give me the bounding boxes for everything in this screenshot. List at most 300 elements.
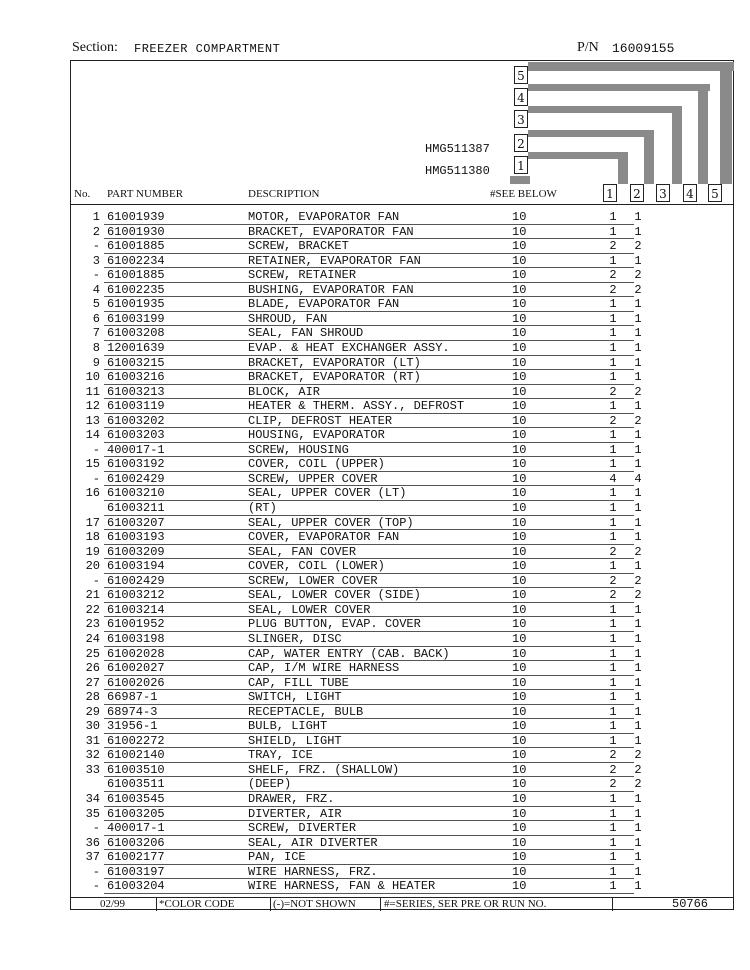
model-key-box: 5 <box>514 66 528 84</box>
series: 10 <box>512 617 527 632</box>
table-row <box>70 865 734 880</box>
table-row <box>70 399 734 414</box>
item-number: 8 <box>92 340 100 355</box>
series: 10 <box>512 326 527 341</box>
table-row <box>70 574 734 589</box>
qty-model-1: 2 <box>609 573 617 588</box>
table-row <box>70 414 734 429</box>
qty-model-1: 1 <box>609 311 617 326</box>
qty-model-1: 1 <box>609 864 617 879</box>
qty-model-2: 2 <box>634 268 642 283</box>
item-number: 23 <box>85 617 100 632</box>
table-row <box>70 385 734 400</box>
item-number: 11 <box>85 384 100 399</box>
description: SCREW, RETAINER <box>248 268 357 283</box>
series: 10 <box>512 471 527 486</box>
qty-model-2: 1 <box>634 617 642 632</box>
part-number: 66987-1 <box>107 690 158 705</box>
description: SLINGER, DISC <box>248 631 342 646</box>
description: COVER, COIL (UPPER) <box>248 457 385 472</box>
part-number: 61001885 <box>107 239 165 254</box>
item-number: 10 <box>85 370 100 385</box>
description: WIRE HARNESS, FRZ. <box>248 864 378 879</box>
series: 10 <box>512 850 527 865</box>
qty-model-2: 4 <box>634 471 642 486</box>
qty-model-1: 1 <box>609 210 617 224</box>
qty-model-2: 2 <box>634 588 642 603</box>
qty-model-1: 1 <box>609 530 617 545</box>
item-number: - <box>92 239 100 254</box>
table-row <box>70 661 734 676</box>
qty-model-1: 2 <box>609 762 617 777</box>
description: CAP, I/M WIRE HARNESS <box>248 661 400 676</box>
model-key-box: 3 <box>514 110 528 128</box>
qty-model-1: 1 <box>609 806 617 821</box>
description: BRACKET, EVAPORATOR FAN <box>248 224 414 239</box>
table-row <box>70 516 734 531</box>
qty-model-2: 1 <box>634 850 642 865</box>
series: 10 <box>512 602 527 617</box>
item-number: 24 <box>85 631 100 646</box>
series: 10 <box>512 340 527 355</box>
qty-model-1: 1 <box>609 340 617 355</box>
table-row <box>70 792 734 807</box>
series: 10 <box>512 806 527 821</box>
qty-model-2: 1 <box>634 311 642 326</box>
qty-model-2: 1 <box>634 719 642 734</box>
qty-model-2: 1 <box>634 821 642 836</box>
qty-column-header: 2 <box>630 184 644 202</box>
item-number: 22 <box>85 602 100 617</box>
description: HOUSING, EVAPORATOR <box>248 428 385 443</box>
part-number: 61002429 <box>107 573 165 588</box>
qty-model-2: 1 <box>634 399 642 414</box>
series: 10 <box>512 588 527 603</box>
qty-model-1: 1 <box>609 370 617 385</box>
description: SEAL, LOWER COVER (SIDE) <box>248 588 421 603</box>
qty-model-2: 1 <box>634 631 642 646</box>
table-row <box>70 530 734 545</box>
qty-column-header: 4 <box>683 184 697 202</box>
qty-model-1: 1 <box>609 821 617 836</box>
series: 10 <box>512 282 527 297</box>
qty-model-1: 2 <box>609 777 617 792</box>
qty-model-2: 2 <box>634 573 642 588</box>
description: PAN, ICE <box>248 850 306 865</box>
qty-model-1: 1 <box>609 326 617 341</box>
qty-model-2: 1 <box>634 646 642 661</box>
qty-model-2: 1 <box>634 806 642 821</box>
qty-model-1: 1 <box>609 486 617 501</box>
qty-model-1: 1 <box>609 617 617 632</box>
item-number: 20 <box>85 559 100 574</box>
series: 10 <box>512 748 527 763</box>
part-number: 61002429 <box>107 471 165 486</box>
part-number: 61001952 <box>107 617 165 632</box>
item-number: 32 <box>85 748 100 763</box>
series: 10 <box>512 690 527 705</box>
qty-model-2: 1 <box>634 486 642 501</box>
qty-model-1: 1 <box>609 646 617 661</box>
part-number: 61003202 <box>107 413 165 428</box>
description: SHELF, FRZ. (SHALLOW) <box>248 762 400 777</box>
part-number: 61002028 <box>107 646 165 661</box>
description: CAP, FILL TUBE <box>248 675 349 690</box>
description: SEAL, LOWER COVER <box>248 602 371 617</box>
item-number: 15 <box>85 457 100 472</box>
table-row <box>70 239 734 254</box>
part-number: 12001639 <box>107 340 165 355</box>
qty-column-header: 3 <box>656 184 670 202</box>
qty-column-header: 1 <box>603 184 617 202</box>
qty-model-2: 1 <box>634 879 642 894</box>
series: 10 <box>512 835 527 850</box>
series: 10 <box>512 457 527 472</box>
table-row <box>70 356 734 371</box>
part-number: 400017-1 <box>107 821 165 836</box>
qty-model-2: 2 <box>634 413 642 428</box>
qty-model-1: 1 <box>609 297 617 312</box>
table-row <box>70 763 734 778</box>
part-number: 61003210 <box>107 486 165 501</box>
table-row <box>70 777 734 792</box>
qty-model-1: 1 <box>609 355 617 370</box>
part-number: 61003194 <box>107 559 165 574</box>
table-row <box>70 647 734 662</box>
part-number: 61002027 <box>107 661 165 676</box>
series: 10 <box>512 762 527 777</box>
table-row <box>70 326 734 341</box>
table-row <box>70 850 734 865</box>
part-number: 61003545 <box>107 792 165 806</box>
part-number: 61002234 <box>107 253 165 268</box>
section-label: Section: <box>72 40 118 55</box>
footer-page-number: 50766 <box>672 897 709 911</box>
series: 10 <box>512 719 527 734</box>
qty-model-2: 1 <box>634 428 642 443</box>
qty-model-2: 1 <box>634 690 642 705</box>
description: SHROUD, FAN <box>248 311 328 326</box>
part-number: 61002235 <box>107 282 165 297</box>
description: SCREW, UPPER COVER <box>248 471 378 486</box>
description: (RT) <box>248 501 277 515</box>
item-number: 19 <box>85 544 100 559</box>
table-row <box>70 210 734 225</box>
description: BLADE, EVAPORATOR FAN <box>248 297 400 312</box>
qty-column-header: 5 <box>708 184 722 202</box>
part-number: 61003198 <box>107 631 165 646</box>
item-number: 16 <box>85 486 100 501</box>
item-number: 2 <box>92 224 100 239</box>
item-number: 1 <box>92 210 100 224</box>
model-name: HMG511387 <box>425 142 490 156</box>
series: 10 <box>512 777 527 792</box>
series: 10 <box>512 544 527 559</box>
part-number: 61001939 <box>107 210 165 224</box>
description: BLOCK, AIR <box>248 384 321 399</box>
description: BRACKET, EVAPORATOR (LT) <box>248 355 421 370</box>
item-number: 34 <box>85 792 100 806</box>
series: 10 <box>512 355 527 370</box>
item-number: 36 <box>85 835 100 850</box>
model-key-box: 1 <box>514 156 528 174</box>
footer-color-code: *COLOR CODE <box>159 898 235 910</box>
qty-model-1: 1 <box>609 602 617 617</box>
item-number: 6 <box>92 311 100 326</box>
item-number: 13 <box>85 413 100 428</box>
qty-model-2: 1 <box>634 501 642 515</box>
description: CLIP, DEFROST HEATER <box>248 413 393 428</box>
qty-model-2: 1 <box>634 864 642 879</box>
description: BULB, LIGHT <box>248 719 328 734</box>
item-number: 26 <box>85 661 100 676</box>
qty-model-2: 1 <box>634 704 642 719</box>
item-number: - <box>92 471 100 486</box>
footer-date: 02/99 <box>100 898 126 910</box>
qty-model-2: 1 <box>634 530 642 545</box>
item-number: 25 <box>85 646 100 661</box>
item-number: 9 <box>92 355 100 370</box>
description: HEATER & THERM. ASSY., DEFROST <box>248 399 465 414</box>
model-name: HMG511380 <box>425 164 490 178</box>
table-row <box>70 821 734 836</box>
part-number: 61003119 <box>107 399 165 414</box>
table-row <box>70 486 734 501</box>
col-header-series: #SEE BELOW <box>490 188 557 200</box>
qty-model-2: 2 <box>634 239 642 254</box>
part-number: 68974-3 <box>107 704 158 719</box>
description: SCREW, BRACKET <box>248 239 349 254</box>
part-number: 61002272 <box>107 733 165 748</box>
item-number: 17 <box>85 515 100 530</box>
description: EVAP. & HEAT EXCHANGER ASSY. <box>248 340 450 355</box>
qty-model-2: 1 <box>634 370 642 385</box>
series: 10 <box>512 631 527 646</box>
description: RECEPTACLE, BULB <box>248 704 364 719</box>
header-divider <box>70 204 734 205</box>
description: SEAL, UPPER COVER (TOP) <box>248 515 414 530</box>
part-number: 61002026 <box>107 675 165 690</box>
item-number: 33 <box>85 762 100 777</box>
description: TRAY, ICE <box>248 748 313 763</box>
table-row <box>70 879 734 894</box>
table-row <box>70 603 734 618</box>
section-value: FREEZER COMPARTMENT <box>134 42 281 56</box>
table-row <box>70 268 734 283</box>
qty-model-1: 1 <box>609 559 617 574</box>
part-number: 61003216 <box>107 370 165 385</box>
table-row <box>70 254 734 269</box>
part-number: 61003207 <box>107 515 165 530</box>
description: SCREW, LOWER COVER <box>248 573 378 588</box>
part-number: 61003192 <box>107 457 165 472</box>
description: BRACKET, EVAPORATOR (RT) <box>248 370 421 385</box>
series: 10 <box>512 530 527 545</box>
description: SWITCH, LIGHT <box>248 690 342 705</box>
item-number: 3 <box>92 253 100 268</box>
qty-model-1: 1 <box>609 428 617 443</box>
description: WIRE HARNESS, FAN & HEATER <box>248 879 436 894</box>
description: SCREW, DIVERTER <box>248 821 357 836</box>
item-number: - <box>92 573 100 588</box>
qty-model-2: 2 <box>634 748 642 763</box>
qty-model-1: 2 <box>609 748 617 763</box>
qty-model-1: 2 <box>609 384 617 399</box>
series: 10 <box>512 821 527 836</box>
qty-model-1: 1 <box>609 661 617 676</box>
table-row <box>70 617 734 632</box>
qty-model-1: 2 <box>609 544 617 559</box>
col-header-description: DESCRIPTION <box>248 188 320 200</box>
qty-model-2: 1 <box>634 355 642 370</box>
item-number: 37 <box>85 850 100 865</box>
qty-model-1: 1 <box>609 442 617 457</box>
description: SEAL, FAN SHROUD <box>248 326 364 341</box>
part-number: 61003215 <box>107 355 165 370</box>
qty-model-1: 4 <box>609 471 617 486</box>
series: 10 <box>512 413 527 428</box>
table-row <box>70 370 734 385</box>
description: DRAWER, FRZ. <box>248 792 335 806</box>
series: 10 <box>512 559 527 574</box>
item-number: 28 <box>85 690 100 705</box>
series: 10 <box>512 428 527 443</box>
item-number: 18 <box>85 530 100 545</box>
series: 10 <box>512 311 527 326</box>
series: 10 <box>512 297 527 312</box>
item-number: - <box>92 442 100 457</box>
col-header-no: No. <box>74 188 91 200</box>
series: 10 <box>512 646 527 661</box>
series: 10 <box>512 268 527 283</box>
part-number: 61003209 <box>107 544 165 559</box>
table-row <box>70 719 734 734</box>
series: 10 <box>512 370 527 385</box>
qty-model-1: 1 <box>609 835 617 850</box>
qty-model-1: 1 <box>609 792 617 806</box>
pn-value: 16009155 <box>612 41 675 56</box>
qty-model-2: 2 <box>634 282 642 297</box>
item-number: 31 <box>85 733 100 748</box>
qty-model-2: 2 <box>634 777 642 792</box>
qty-model-1: 1 <box>609 399 617 414</box>
item-number: 14 <box>85 428 100 443</box>
qty-model-2: 2 <box>634 384 642 399</box>
qty-model-2: 1 <box>634 733 642 748</box>
description: SEAL, FAN COVER <box>248 544 357 559</box>
qty-model-2: 1 <box>634 515 642 530</box>
qty-model-1: 1 <box>609 850 617 865</box>
table-row <box>70 501 734 516</box>
qty-model-2: 1 <box>634 224 642 239</box>
part-number: 61003193 <box>107 530 165 545</box>
qty-model-1: 1 <box>609 501 617 515</box>
series: 10 <box>512 486 527 501</box>
item-number: 5 <box>92 297 100 312</box>
item-number: - <box>92 864 100 879</box>
table-row <box>70 472 734 487</box>
part-number: 61003204 <box>107 879 165 894</box>
qty-model-1: 2 <box>609 588 617 603</box>
qty-model-1: 2 <box>609 282 617 297</box>
qty-model-1: 1 <box>609 457 617 472</box>
table-row <box>70 588 734 603</box>
series: 10 <box>512 384 527 399</box>
item-number: 4 <box>92 282 100 297</box>
table-row <box>70 632 734 647</box>
qty-model-1: 1 <box>609 675 617 690</box>
table-row <box>70 734 734 749</box>
pn-label: P/N <box>577 40 599 55</box>
part-number: 61002140 <box>107 748 165 763</box>
description: COVER, COIL (LOWER) <box>248 559 385 574</box>
part-number: 400017-1 <box>107 442 165 457</box>
part-number: 61001935 <box>107 297 165 312</box>
item-number: 35 <box>85 806 100 821</box>
table-row <box>70 443 734 458</box>
series: 10 <box>512 210 527 224</box>
series: 10 <box>512 733 527 748</box>
col-header-part-number: PART NUMBER <box>107 188 184 200</box>
item-number: 27 <box>85 675 100 690</box>
page-header <box>72 40 737 60</box>
qty-model-2: 1 <box>634 297 642 312</box>
item-number: 7 <box>92 326 100 341</box>
qty-model-2: 1 <box>634 835 642 850</box>
part-number: 61003212 <box>107 588 165 603</box>
footer-not-shown: (-)=NOT SHOWN <box>273 898 356 910</box>
series: 10 <box>512 792 527 806</box>
part-number: 31956-1 <box>107 719 158 734</box>
description: PLUG BUTTON, EVAP. COVER <box>248 617 421 632</box>
qty-model-2: 1 <box>634 602 642 617</box>
qty-model-2: 1 <box>634 326 642 341</box>
qty-model-1: 1 <box>609 733 617 748</box>
series: 10 <box>512 573 527 588</box>
qty-model-2: 1 <box>634 210 642 224</box>
item-number: 21 <box>85 588 100 603</box>
part-number: 61003511 <box>107 777 165 792</box>
qty-model-1: 1 <box>609 879 617 894</box>
qty-model-1: 1 <box>609 690 617 705</box>
qty-model-1: 2 <box>609 268 617 283</box>
series: 10 <box>512 515 527 530</box>
description: (DEEP) <box>248 777 292 792</box>
part-number: 61001930 <box>107 224 165 239</box>
qty-model-1: 2 <box>609 413 617 428</box>
table-row <box>70 297 734 312</box>
item-number: 12 <box>85 399 100 414</box>
part-number: 61003205 <box>107 806 165 821</box>
table-row <box>70 676 734 691</box>
qty-model-2: 1 <box>634 253 642 268</box>
table-row <box>70 690 734 705</box>
part-number: 61003214 <box>107 602 165 617</box>
description: SEAL, UPPER COVER (LT) <box>248 486 407 501</box>
description: SCREW, HOUSING <box>248 442 349 457</box>
qty-model-1: 1 <box>609 631 617 646</box>
table-row <box>70 807 734 822</box>
description: CAP, WATER ENTRY (CAB. BACK) <box>248 646 450 661</box>
series: 10 <box>512 661 527 676</box>
model-key-box: 4 <box>514 88 528 106</box>
table-row <box>70 748 734 763</box>
part-number: 61003208 <box>107 326 165 341</box>
description: SEAL, AIR DIVERTER <box>248 835 378 850</box>
table-row <box>70 312 734 327</box>
series: 10 <box>512 704 527 719</box>
qty-model-2: 1 <box>634 661 642 676</box>
